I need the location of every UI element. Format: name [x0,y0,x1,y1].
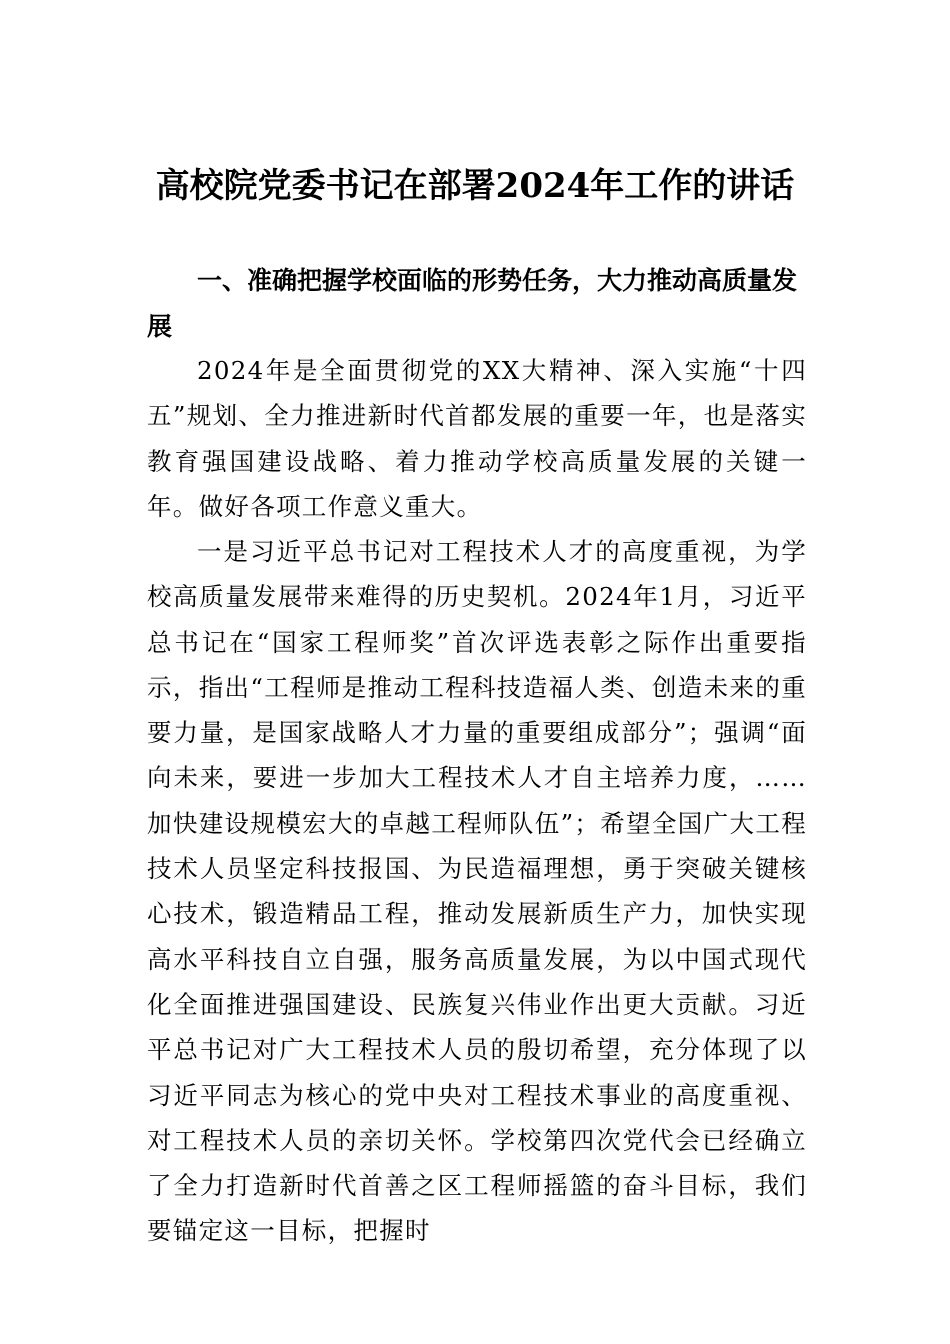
section-heading: 一、准确把握学校面临的形势任务，大力推动高质量发展 [147,266,798,341]
paragraph-intro: 2024年是全面贯彻党的XX大精神、深入实施“十四五”规划、全力推进新时代首都发展的重要一年，也是落实教育强国建设战略、着力推动学校高质量发展的关键一年。做好各项工作意义重大。 [147,356,807,521]
document-title: 高校院党委书记在部署2024年工作的讲话 [155,166,795,206]
paragraph-first-point: 一是习近平总书记对工程技术人才的高度重视，为学校高质量发展带来难得的历史契机。2024年1月，习近平总书记在“国家工程师奖”首次评选表彰之际作出重要指示，指出“工程师是推动工程科技造福人类、创造未来的重要力量，是国家战略人才力量的重要组成部分”；强调“面向未来，要进一步加大工程技术人才自主培养力度，……加快建设规模宏大的卓越工程师队伍”；希望全国广大工程技术人员坚定科技报国、为民造福理想，勇于突破关键核心技术，锻造精品工程，推动发展新质生产力，加快实现高水平科技自立自强，服务高质量发展，为以中国式现代化全面推进强国建设、民族复兴伟业作出更大贡献。习近平总书记对广大工程技术人员的殷切希望，充分体现了以习近平同志为核心的党中央对工程技术事业的高度重视、对工程技术人员的亲切关怀。学校第四次党代会已经确立了全力打造新时代首善之区工程师摇篮的奋斗目标，我们要锚定这一目标，把握时 [147,537,807,1246]
